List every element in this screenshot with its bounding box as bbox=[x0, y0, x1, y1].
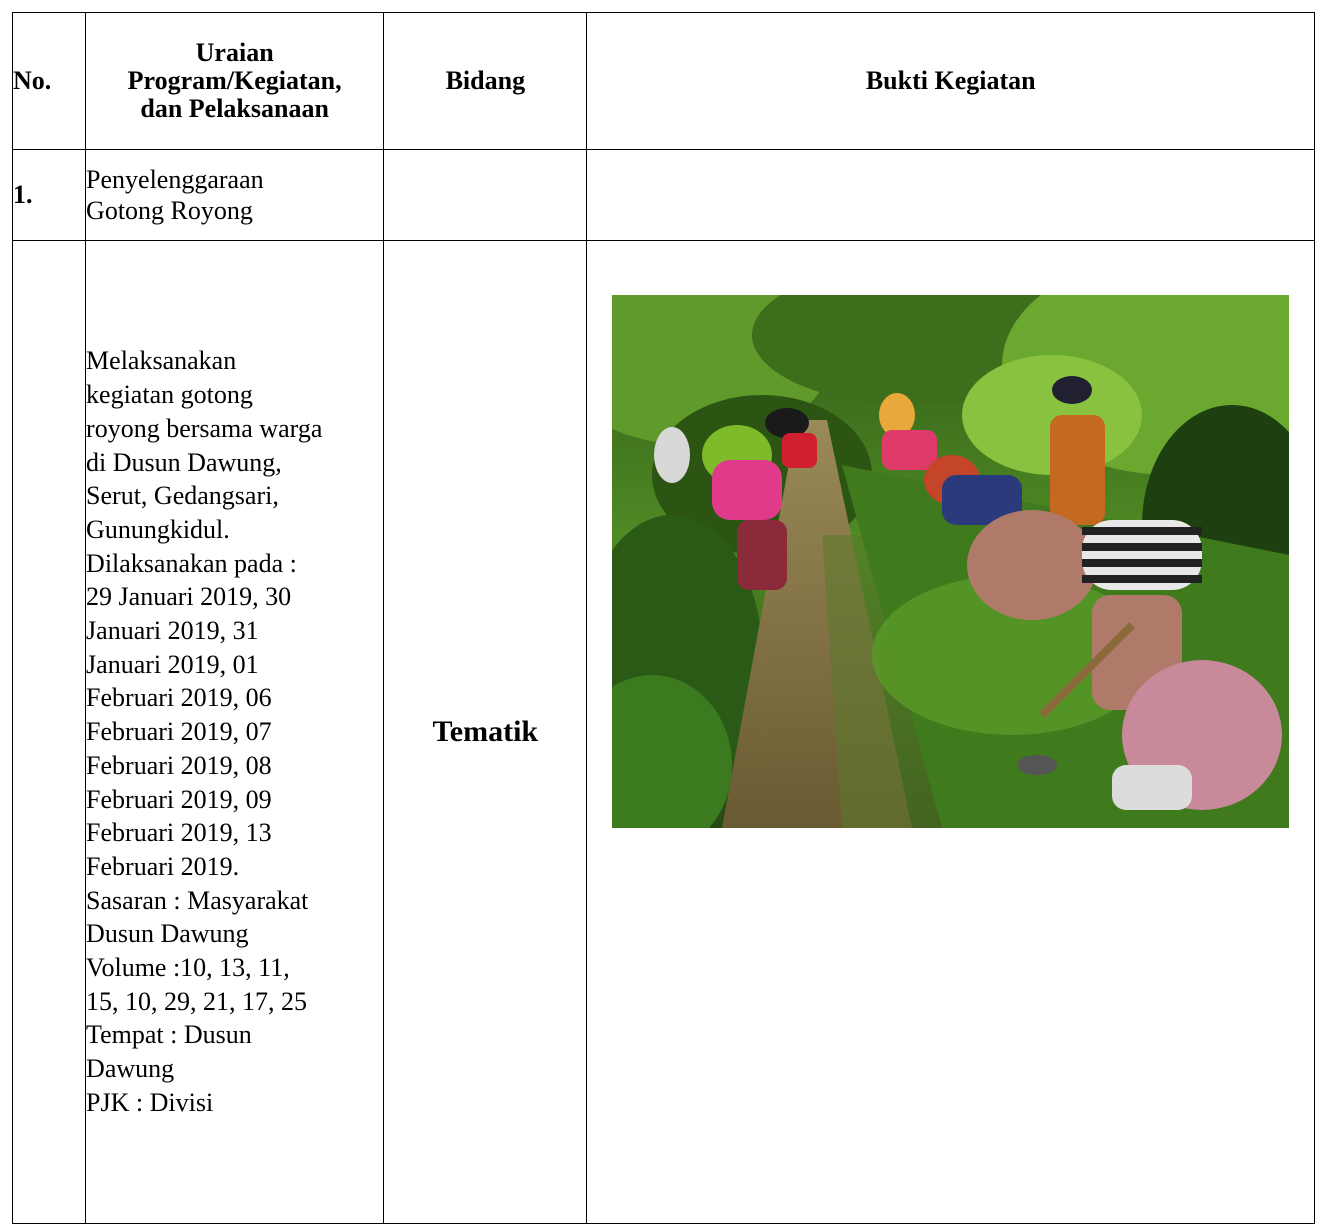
header-uraian-line: Uraian bbox=[195, 38, 274, 67]
row-bidang: Tematik bbox=[384, 241, 587, 1224]
header-uraian bbox=[86, 13, 384, 150]
row-number: 1. bbox=[13, 150, 86, 241]
row-uraian bbox=[86, 241, 384, 1224]
row-bukti bbox=[587, 150, 1315, 241]
uraian-line: Februari 2019, 13 bbox=[86, 818, 272, 848]
row-bukti bbox=[587, 241, 1315, 1224]
uraian-line: royong bersama warga bbox=[86, 413, 323, 443]
uraian-line: 29 Januari 2019, 30 bbox=[86, 582, 292, 612]
uraian-line: Januari 2019, 01 bbox=[86, 649, 259, 679]
uraian-line: Penyelenggaraan bbox=[86, 165, 264, 194]
table-row bbox=[13, 241, 1315, 1224]
uraian-line: Dawung bbox=[86, 1054, 175, 1084]
uraian-line: Dilaksanakan pada : bbox=[86, 548, 297, 578]
uraian-line: 15, 10, 29, 21, 17, 25 bbox=[86, 986, 308, 1016]
uraian-line: Serut, Gedangsari, bbox=[86, 481, 279, 511]
uraian-line: Gotong Royong bbox=[86, 196, 253, 225]
uraian-line: Januari 2019, 31 bbox=[86, 616, 259, 646]
row-bidang bbox=[384, 150, 587, 241]
header-bidang: Bidang bbox=[384, 13, 587, 150]
table-row bbox=[13, 150, 1315, 241]
uraian-line: Februari 2019, 06 bbox=[86, 683, 272, 713]
uraian-line: Volume :10, 13, 11, bbox=[86, 953, 290, 983]
uraian-line: Februari 2019, 08 bbox=[86, 750, 272, 780]
header-no: No. bbox=[13, 13, 86, 150]
activity-report-table bbox=[12, 12, 1315, 1224]
activity-photo bbox=[612, 295, 1289, 828]
uraian-line: Februari 2019, 07 bbox=[86, 717, 272, 747]
row-number bbox=[13, 241, 86, 1224]
header-bukti: Bukti Kegiatan bbox=[587, 13, 1315, 150]
uraian-line: Sasaran : Masyarakat bbox=[86, 885, 309, 915]
activity-photo-image bbox=[612, 295, 1289, 828]
uraian-line: kegiatan gotong bbox=[86, 380, 253, 410]
uraian-line: PJK : Divisi bbox=[86, 1087, 214, 1117]
uraian-line: Tempat : Dusun bbox=[86, 1020, 252, 1050]
row-uraian bbox=[86, 150, 384, 241]
uraian-line: di Dusun Dawung, bbox=[86, 447, 282, 477]
header-uraian-line: Program/Kegiatan, bbox=[127, 66, 342, 95]
uraian-line: Februari 2019, 09 bbox=[86, 784, 272, 814]
uraian-line: Dusun Dawung bbox=[86, 919, 249, 949]
uraian-line: Melaksanakan bbox=[86, 346, 237, 376]
header-uraian-line: dan Pelaksanaan bbox=[140, 94, 329, 123]
uraian-line: Gunungkidul. bbox=[86, 514, 230, 544]
uraian-line: Februari 2019. bbox=[86, 851, 240, 881]
table-header-row bbox=[13, 13, 1315, 150]
